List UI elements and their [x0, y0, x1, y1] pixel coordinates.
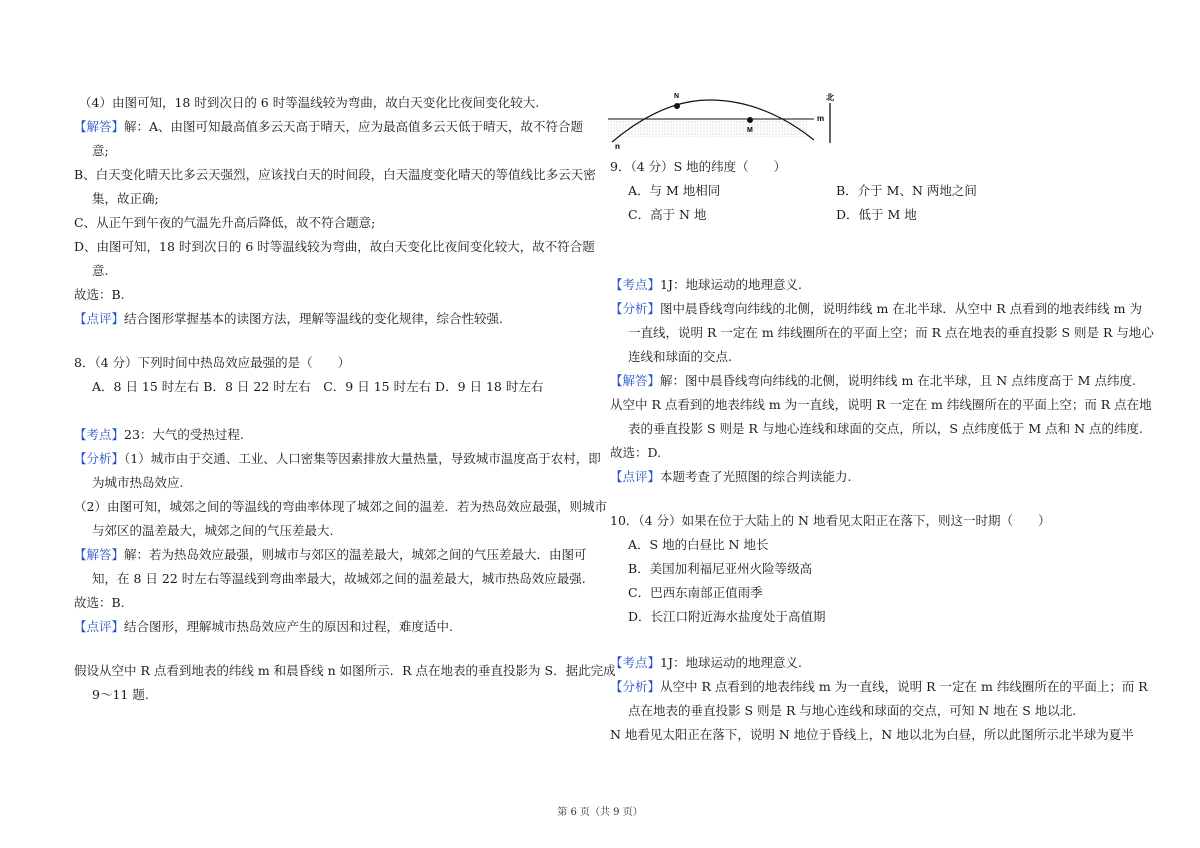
text-line [610, 679, 1148, 695]
label-n-top: N [674, 93, 680, 100]
text-line: 一直线，说明 R 一定在 m 纬线圈所在的平面上空；而 R 点在地表的垂直投影 S 则是 R 与地心 [628, 325, 1154, 340]
section-tag: 【点评】 [74, 619, 125, 634]
label-m-end: m [817, 114, 825, 123]
section-tag: 【分析】 [610, 679, 661, 694]
text-span: 1J：地球运动的地理意义. [660, 277, 802, 292]
text-span: 结合图形，理解城市热岛效应产生的原因和过程，难度适中. [124, 619, 453, 634]
text-span: 解：A、由图可知最高值多云天高于晴天，应为最高值多云天低于晴天，故不符合题 [124, 119, 584, 134]
text-line [610, 469, 852, 485]
text-line: 故选：B. [74, 287, 125, 302]
text-line [610, 655, 802, 671]
question-10-option-d: D．长江口附近海水盐度处于高值期 [628, 609, 826, 624]
question-8-options: A．8 日 15 时左右 B．8 日 22 时左右 C．9 日 15 时左右 D．9 日 18 时左右 [92, 379, 544, 394]
text-span: 结合图形掌握基本的读图方法，理解等温线的变化规律，综合性较强. [124, 311, 503, 326]
label-north: 北 [826, 93, 834, 102]
section-tag: 【考点】 [610, 655, 661, 670]
section-tag: 【考点】 [610, 277, 661, 292]
page-footer: 第 6 页（共 9 页） [557, 807, 643, 818]
text-line: 连线和球面的交点. [628, 349, 732, 364]
section-tag: 【点评】 [74, 311, 125, 326]
text-line: （4）由图可知，18 时到次日的 6 时等温线较为弯曲，故白天变化比夜间变化较大. [79, 95, 540, 110]
question-10-option-b: B．美国加利福尼亚州火险等级高 [628, 561, 813, 576]
text-line [610, 277, 802, 293]
text-line: （2）由图可知，城郊之间的等温线的弯曲率体现了城郊之间的温差．若为热岛效应最强，则城市 [74, 499, 607, 514]
section-tag: 【解答】 [610, 373, 661, 388]
label-n-bottom: n [615, 142, 620, 150]
question-10-option-a: A．S 地的白昼比 N 地长 [628, 537, 769, 552]
text-line: B、白天变化晴天比多云天强烈，应该找白天的时间段，白天温度变化晴天的等值线比多云天密 [74, 167, 596, 182]
text-line: 9～11 题. [92, 687, 149, 702]
text-line: N 地看见太阳正在落下，说明 N 地位于昏线上，N 地以北为白昼，所以此图所示北半球为夏半 [610, 727, 1134, 742]
text-line: D、由图可知，18 时到次日的 6 时等温线较为弯曲，故白天变化比夜间变化较大，故不符合题 [74, 239, 595, 254]
text-line: 假设从空中 R 点看到地表的纬线 m 和晨昏线 n 如图所示．R 点在地表的垂直投影为 S．据此完成 [74, 663, 616, 678]
text-span: 本题考查了光照图的综合判读能力. [660, 469, 852, 484]
text-line: 点在地表的垂直投影 S 则是 R 与地心连线和球面的交点，可知 N 地在 S 地以北. [628, 703, 1077, 718]
section-tag: 【解答】 [74, 547, 125, 562]
text-line: 为城市热岛效应. [92, 475, 184, 490]
question-10: 10．（4 分）如果在位于大陆上的 N 地看见太阳正在落下，则这一时期（ ） [610, 513, 1051, 528]
label-m: M [747, 127, 753, 134]
section-tag: 【点评】 [610, 469, 661, 484]
text-line [610, 373, 1136, 389]
text-line: 知，在 8 日 22 时左右等温线到弯曲率最大，故城郊之间的温差最大，城市热岛效应最强. [92, 571, 586, 586]
question-8: 8．（4 分）下列时间中热岛效应最强的是（ ） [74, 355, 351, 370]
text-span: 解：图中晨昏线弯向纬线的北侧，说明纬线 m 在北半球，且 N 点纬度高于 M 点纬度. [660, 373, 1136, 388]
question-9-option-c: C．高于 N 地 [628, 207, 707, 222]
question-9-option-a: A．与 M 地相同 [628, 183, 721, 198]
question-10-option-c: C．巴西东南部正值雨季 [628, 585, 763, 600]
text-line: C、从正午到午夜的气温先升高后降低，故不符合题意; [74, 215, 376, 230]
question-9: 9．（4 分）S 地的纬度（ ） [610, 159, 787, 174]
text-span: 解：若为热岛效应最强，则城市与郊区的温差最大，城郊之间的气压差最大．由图可 [124, 547, 587, 562]
text-line: 故选：D. [610, 445, 662, 460]
text-span: 图中晨昏线弯向纬线的北侧，说明纬线 m 在北半球．从空中 R 点看到的地表纬线 m 为 [660, 301, 1142, 316]
section-tag: 【考点】 [74, 427, 125, 442]
text-span: 从空中 R 点看到的地表纬线 m 为一直线，说明 R 一定在 m 纬线圈所在的平面上；而 R [660, 679, 1148, 694]
section-tag: 【分析】 [610, 301, 661, 316]
section-tag: 【分析】 [74, 451, 125, 466]
text-line: 意. [92, 263, 109, 278]
text-line: 意; [92, 143, 109, 158]
text-line: 集，故正确; [92, 191, 159, 206]
text-span: （1）城市由于交通、工业、人口密集等因素排放大量热量，导致城市温度高于农村，即 [124, 451, 601, 466]
text-line: 从空中 R 点看到的地表纬线 m 为一直线，说明 R 一定在 m 纬线圈所在的平面上空；而 R 点在地 [610, 397, 1152, 412]
text-line: 与郊区的温差最大，城郊之间的气压差最大. [92, 523, 334, 538]
text-line [610, 301, 1142, 317]
text-line: 故选：B. [74, 595, 125, 610]
section-tag: 【解答】 [74, 119, 125, 134]
text-span: 1J：地球运动的地理意义. [660, 655, 802, 670]
question-9-option-d: D．低于 M 地 [836, 207, 917, 222]
text-line: 表的垂直投影 S 则是 R 与地心连线和球面的交点，所以，S 点纬度低于 M 点和 N 点的纬度. [628, 421, 1144, 436]
text-span: 23：大气的受热过程. [124, 427, 244, 442]
question-9-option-b: B．介于 M、N 两地之间 [836, 183, 977, 198]
